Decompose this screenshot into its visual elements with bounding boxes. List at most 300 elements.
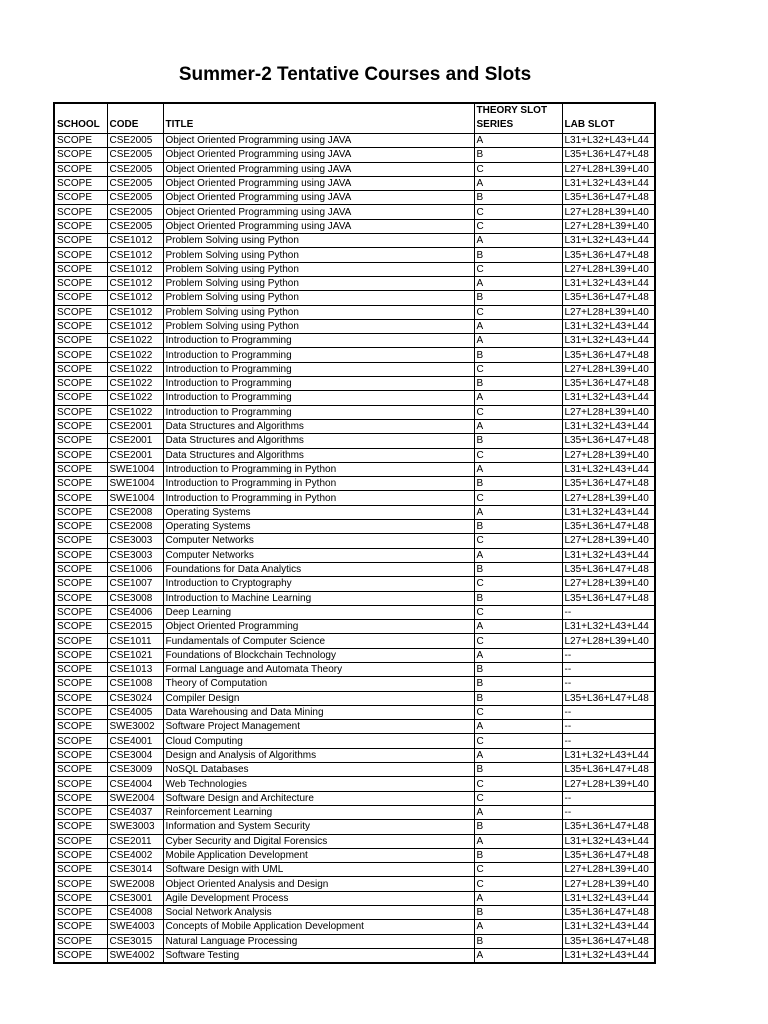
cell-theory-slot: C [474, 634, 562, 648]
cell-theory-slot: A [474, 620, 562, 634]
table-row [54, 662, 655, 676]
table-row [54, 548, 655, 562]
cell-theory-slot: B [474, 434, 562, 448]
cell-school: SCOPE [54, 391, 107, 405]
cell-lab-slot: L35+L36+L47+L48 [562, 291, 655, 305]
cell-title: Software Design with UML [163, 863, 474, 877]
cell-lab-slot: L27+L28+L39+L40 [562, 777, 655, 791]
table-row [54, 162, 655, 176]
cell-lab-slot: L27+L28+L39+L40 [562, 305, 655, 319]
cell-school: SCOPE [54, 419, 107, 433]
cell-theory-slot: B [474, 477, 562, 491]
cell-school: SCOPE [54, 848, 107, 862]
cell-title: Mobile Application Development [163, 848, 474, 862]
cell-lab-slot: L27+L28+L39+L40 [562, 162, 655, 176]
table-row [54, 505, 655, 519]
cell-title: Software Project Management [163, 720, 474, 734]
cell-school: SCOPE [54, 748, 107, 762]
cell-theory-slot: B [474, 591, 562, 605]
cell-school: SCOPE [54, 434, 107, 448]
cell-lab-slot: -- [562, 720, 655, 734]
table-row [54, 777, 655, 791]
cell-title: Computer Networks [163, 534, 474, 548]
cell-school: SCOPE [54, 662, 107, 676]
cell-theory-slot: C [474, 577, 562, 591]
cell-title: Data Structures and Algorithms [163, 434, 474, 448]
cell-lab-slot: L27+L28+L39+L40 [562, 634, 655, 648]
table-row [54, 362, 655, 376]
table-row [54, 920, 655, 934]
cell-title: Software Testing [163, 948, 474, 963]
cell-school: SCOPE [54, 820, 107, 834]
cell-school: SCOPE [54, 491, 107, 505]
cell-code: CSE4001 [107, 734, 163, 748]
cell-code: CSE3008 [107, 591, 163, 605]
cell-school: SCOPE [54, 134, 107, 148]
cell-lab-slot: L35+L36+L47+L48 [562, 906, 655, 920]
cell-title: Data Warehousing and Data Mining [163, 705, 474, 719]
cell-lab-slot: L27+L28+L39+L40 [562, 405, 655, 419]
table-row [54, 834, 655, 848]
table-row [54, 148, 655, 162]
cell-theory-slot: C [474, 162, 562, 176]
cell-lab-slot: L31+L32+L43+L44 [562, 134, 655, 148]
cell-lab-slot: L31+L32+L43+L44 [562, 548, 655, 562]
cell-code: CSE2011 [107, 834, 163, 848]
cell-code: CSE4006 [107, 605, 163, 619]
table-row [54, 705, 655, 719]
cell-school: SCOPE [54, 191, 107, 205]
cell-lab-slot: L31+L32+L43+L44 [562, 834, 655, 848]
table-row [54, 763, 655, 777]
table-row [54, 734, 655, 748]
cell-title: Design and Analysis of Algorithms [163, 748, 474, 762]
cell-title: Formal Language and Automata Theory [163, 662, 474, 676]
cell-title: Data Structures and Algorithms [163, 419, 474, 433]
cell-theory-slot: C [474, 491, 562, 505]
cell-school: SCOPE [54, 377, 107, 391]
table-row [54, 620, 655, 634]
cell-code: CSE3015 [107, 934, 163, 948]
cell-theory-slot: A [474, 920, 562, 934]
table-row [54, 906, 655, 920]
cell-school: SCOPE [54, 734, 107, 748]
cell-title: Introduction to Programming in Python [163, 462, 474, 476]
cell-theory-slot: A [474, 334, 562, 348]
cell-school: SCOPE [54, 577, 107, 591]
cell-school: SCOPE [54, 834, 107, 848]
cell-lab-slot: L35+L36+L47+L48 [562, 691, 655, 705]
cell-lab-slot: L35+L36+L47+L48 [562, 562, 655, 576]
cell-code: CSE3014 [107, 863, 163, 877]
table-row [54, 234, 655, 248]
cell-theory-slot: B [474, 677, 562, 691]
cell-title: Computer Networks [163, 548, 474, 562]
table-row [54, 434, 655, 448]
cell-title: Introduction to Programming [163, 405, 474, 419]
cell-lab-slot: -- [562, 705, 655, 719]
cell-title: Object Oriented Programming using JAVA [163, 205, 474, 219]
cell-lab-slot: L35+L36+L47+L48 [562, 377, 655, 391]
table-row [54, 805, 655, 819]
cell-theory-slot: C [474, 262, 562, 276]
cell-code: CSE1012 [107, 248, 163, 262]
table-row [54, 219, 655, 233]
cell-theory-slot: A [474, 948, 562, 963]
cell-lab-slot: L27+L28+L39+L40 [562, 262, 655, 276]
cell-school: SCOPE [54, 405, 107, 419]
cell-title: Introduction to Programming in Python [163, 477, 474, 491]
cell-lab-slot: L27+L28+L39+L40 [562, 877, 655, 891]
cell-code: SWE1004 [107, 477, 163, 491]
cell-code: CSE3003 [107, 534, 163, 548]
cell-code: SWE2008 [107, 877, 163, 891]
header-title: TITLE [163, 103, 474, 134]
cell-title: Theory of Computation [163, 677, 474, 691]
cell-title: Object Oriented Programming using JAVA [163, 134, 474, 148]
cell-school: SCOPE [54, 291, 107, 305]
table-row [54, 934, 655, 948]
cell-title: NoSQL Databases [163, 763, 474, 777]
cell-code: CSE3009 [107, 763, 163, 777]
cell-school: SCOPE [54, 505, 107, 519]
cell-school: SCOPE [54, 763, 107, 777]
cell-lab-slot: L35+L36+L47+L48 [562, 820, 655, 834]
cell-title: Agile Development Process [163, 891, 474, 905]
table-row [54, 377, 655, 391]
cell-title: Problem Solving using Python [163, 319, 474, 333]
cell-lab-slot: L27+L28+L39+L40 [562, 219, 655, 233]
table-row [54, 448, 655, 462]
cell-code: SWE3002 [107, 720, 163, 734]
table-row [54, 562, 655, 576]
cell-theory-slot: C [474, 705, 562, 719]
cell-school: SCOPE [54, 477, 107, 491]
cell-lab-slot: L31+L32+L43+L44 [562, 276, 655, 290]
cell-lab-slot: L27+L28+L39+L40 [562, 362, 655, 376]
cell-theory-slot: B [474, 848, 562, 862]
header-code: CODE [107, 103, 163, 134]
cell-code: CSE1012 [107, 305, 163, 319]
cell-title: Problem Solving using Python [163, 291, 474, 305]
cell-lab-slot: L35+L36+L47+L48 [562, 148, 655, 162]
cell-lab-slot: L35+L36+L47+L48 [562, 191, 655, 205]
table-row [54, 134, 655, 148]
cell-school: SCOPE [54, 262, 107, 276]
table-row [54, 262, 655, 276]
cell-title: Web Technologies [163, 777, 474, 791]
cell-code: SWE4002 [107, 948, 163, 963]
cell-school: SCOPE [54, 319, 107, 333]
cell-code: CSE2001 [107, 419, 163, 433]
cell-lab-slot: L35+L36+L47+L48 [562, 591, 655, 605]
cell-lab-slot: -- [562, 791, 655, 805]
cell-code: CSE2005 [107, 219, 163, 233]
cell-code: CSE1022 [107, 391, 163, 405]
cell-title: Object Oriented Programming using JAVA [163, 162, 474, 176]
cell-code: SWE3003 [107, 820, 163, 834]
cell-lab-slot: L31+L32+L43+L44 [562, 891, 655, 905]
cell-theory-slot: C [474, 777, 562, 791]
cell-school: SCOPE [54, 805, 107, 819]
table-row [54, 348, 655, 362]
cell-title: Problem Solving using Python [163, 305, 474, 319]
cell-code: CSE1021 [107, 648, 163, 662]
cell-theory-slot: C [474, 219, 562, 233]
cell-school: SCOPE [54, 148, 107, 162]
table-row [54, 863, 655, 877]
cell-theory-slot: B [474, 906, 562, 920]
table-row [54, 791, 655, 805]
cell-code: SWE1004 [107, 491, 163, 505]
cell-theory-slot: A [474, 505, 562, 519]
cell-theory-slot: B [474, 148, 562, 162]
cell-theory-slot: B [474, 291, 562, 305]
courses-table [53, 102, 656, 964]
cell-lab-slot: L31+L32+L43+L44 [562, 620, 655, 634]
table-row [54, 491, 655, 505]
cell-school: SCOPE [54, 891, 107, 905]
table-row [54, 591, 655, 605]
cell-school: SCOPE [54, 205, 107, 219]
cell-title: Information and System Security [163, 820, 474, 834]
cell-school: SCOPE [54, 691, 107, 705]
cell-lab-slot: L31+L32+L43+L44 [562, 505, 655, 519]
cell-theory-slot: A [474, 891, 562, 905]
cell-title: Introduction to Programming [163, 391, 474, 405]
cell-code: CSE1022 [107, 362, 163, 376]
cell-theory-slot: B [474, 377, 562, 391]
cell-code: CSE2005 [107, 148, 163, 162]
cell-title: Concepts of Mobile Application Development [163, 920, 474, 934]
cell-title: Object Oriented Programming using JAVA [163, 148, 474, 162]
cell-theory-slot: A [474, 234, 562, 248]
cell-school: SCOPE [54, 934, 107, 948]
cell-code: CSE1012 [107, 234, 163, 248]
cell-theory-slot: B [474, 520, 562, 534]
cell-lab-slot: L27+L28+L39+L40 [562, 491, 655, 505]
cell-code: CSE1008 [107, 677, 163, 691]
cell-title: Object Oriented Programming using JAVA [163, 191, 474, 205]
cell-lab-slot: L31+L32+L43+L44 [562, 419, 655, 433]
cell-lab-slot: L31+L32+L43+L44 [562, 920, 655, 934]
table-row [54, 648, 655, 662]
cell-title: Problem Solving using Python [163, 276, 474, 290]
cell-school: SCOPE [54, 948, 107, 963]
cell-school: SCOPE [54, 448, 107, 462]
cell-theory-slot: A [474, 391, 562, 405]
cell-lab-slot: L31+L32+L43+L44 [562, 334, 655, 348]
cell-school: SCOPE [54, 348, 107, 362]
cell-title: Problem Solving using Python [163, 248, 474, 262]
cell-school: SCOPE [54, 720, 107, 734]
table-row [54, 748, 655, 762]
cell-theory-slot: B [474, 248, 562, 262]
cell-theory-slot: A [474, 176, 562, 190]
table-row [54, 534, 655, 548]
cell-school: SCOPE [54, 791, 107, 805]
cell-theory-slot: A [474, 134, 562, 148]
cell-theory-slot: A [474, 834, 562, 848]
cell-title: Problem Solving using Python [163, 234, 474, 248]
table-row [54, 677, 655, 691]
cell-school: SCOPE [54, 634, 107, 648]
table-row [54, 248, 655, 262]
cell-theory-slot: B [474, 562, 562, 576]
cell-theory-slot: C [474, 362, 562, 376]
cell-theory-slot: C [474, 863, 562, 877]
cell-lab-slot: L27+L28+L39+L40 [562, 534, 655, 548]
cell-theory-slot: A [474, 720, 562, 734]
table-row [54, 391, 655, 405]
cell-lab-slot: -- [562, 605, 655, 619]
table-row [54, 176, 655, 190]
cell-school: SCOPE [54, 562, 107, 576]
cell-theory-slot: B [474, 691, 562, 705]
cell-title: Foundations for Data Analytics [163, 562, 474, 576]
cell-lab-slot: L27+L28+L39+L40 [562, 863, 655, 877]
cell-theory-slot: B [474, 662, 562, 676]
cell-lab-slot: -- [562, 734, 655, 748]
cell-title: Introduction to Programming [163, 377, 474, 391]
cell-lab-slot: L31+L32+L43+L44 [562, 948, 655, 963]
cell-theory-slot: A [474, 805, 562, 819]
table-row [54, 634, 655, 648]
cell-code: CSE1006 [107, 562, 163, 576]
cell-theory-slot: A [474, 548, 562, 562]
cell-title: Software Design and Architecture [163, 791, 474, 805]
cell-code: CSE1012 [107, 291, 163, 305]
table-row [54, 520, 655, 534]
cell-code: CSE3024 [107, 691, 163, 705]
table-row [54, 276, 655, 290]
cell-title: Natural Language Processing [163, 934, 474, 948]
cell-school: SCOPE [54, 305, 107, 319]
cell-title: Operating Systems [163, 505, 474, 519]
cell-lab-slot: L35+L36+L47+L48 [562, 848, 655, 862]
cell-code: CSE2005 [107, 176, 163, 190]
cell-title: Data Structures and Algorithms [163, 448, 474, 462]
cell-theory-slot: A [474, 419, 562, 433]
cell-code: CSE3003 [107, 548, 163, 562]
table-row [54, 477, 655, 491]
cell-lab-slot: L27+L28+L39+L40 [562, 448, 655, 462]
cell-school: SCOPE [54, 920, 107, 934]
table-row [54, 877, 655, 891]
cell-lab-slot: L35+L36+L47+L48 [562, 248, 655, 262]
cell-code: CSE1022 [107, 377, 163, 391]
cell-theory-slot: A [474, 462, 562, 476]
cell-title: Deep Learning [163, 605, 474, 619]
cell-code: CSE2001 [107, 434, 163, 448]
cell-school: SCOPE [54, 162, 107, 176]
cell-theory-slot: C [474, 877, 562, 891]
cell-lab-slot: L35+L36+L47+L48 [562, 434, 655, 448]
cell-school: SCOPE [54, 534, 107, 548]
cell-title: Compiler Design [163, 691, 474, 705]
table-row [54, 948, 655, 963]
cell-school: SCOPE [54, 620, 107, 634]
cell-lab-slot: -- [562, 805, 655, 819]
cell-lab-slot: -- [562, 648, 655, 662]
header-theory-slot: THEORY SLOT SERIES [474, 103, 562, 134]
cell-theory-slot: C [474, 448, 562, 462]
cell-lab-slot: L27+L28+L39+L40 [562, 205, 655, 219]
table-row [54, 191, 655, 205]
cell-lab-slot: L31+L32+L43+L44 [562, 176, 655, 190]
cell-lab-slot: L35+L36+L47+L48 [562, 934, 655, 948]
cell-theory-slot: B [474, 763, 562, 777]
table-row [54, 691, 655, 705]
cell-code: CSE2005 [107, 205, 163, 219]
cell-school: SCOPE [54, 520, 107, 534]
cell-code: CSE4008 [107, 906, 163, 920]
cell-title: Cloud Computing [163, 734, 474, 748]
cell-school: SCOPE [54, 462, 107, 476]
cell-theory-slot: C [474, 734, 562, 748]
table-row [54, 334, 655, 348]
cell-school: SCOPE [54, 234, 107, 248]
cell-code: CSE2008 [107, 505, 163, 519]
cell-lab-slot: L35+L36+L47+L48 [562, 348, 655, 362]
cell-theory-slot: C [474, 534, 562, 548]
cell-school: SCOPE [54, 863, 107, 877]
cell-title: Introduction to Programming [163, 334, 474, 348]
table-row [54, 419, 655, 433]
cell-school: SCOPE [54, 877, 107, 891]
cell-school: SCOPE [54, 777, 107, 791]
cell-title: Fundamentals of Computer Science [163, 634, 474, 648]
cell-school: SCOPE [54, 219, 107, 233]
header-lab-slot: LAB SLOT [562, 103, 655, 134]
cell-code: CSE3004 [107, 748, 163, 762]
table-row [54, 891, 655, 905]
cell-lab-slot: -- [562, 677, 655, 691]
cell-theory-slot: C [474, 405, 562, 419]
cell-title: Introduction to Cryptography [163, 577, 474, 591]
cell-theory-slot: C [474, 205, 562, 219]
table-row [54, 305, 655, 319]
cell-theory-slot: B [474, 934, 562, 948]
cell-title: Object Oriented Programming using JAVA [163, 176, 474, 190]
cell-lab-slot: L31+L32+L43+L44 [562, 748, 655, 762]
cell-title: Foundations of Blockchain Technology [163, 648, 474, 662]
cell-code: CSE2005 [107, 191, 163, 205]
cell-lab-slot: L27+L28+L39+L40 [562, 577, 655, 591]
cell-school: SCOPE [54, 176, 107, 190]
cell-school: SCOPE [54, 548, 107, 562]
cell-title: Operating Systems [163, 520, 474, 534]
cell-school: SCOPE [54, 276, 107, 290]
table-row [54, 577, 655, 591]
cell-school: SCOPE [54, 362, 107, 376]
cell-title: Reinforcement Learning [163, 805, 474, 819]
cell-title: Problem Solving using Python [163, 262, 474, 276]
cell-code: CSE4002 [107, 848, 163, 862]
table-row [54, 205, 655, 219]
cell-code: CSE1007 [107, 577, 163, 591]
cell-theory-slot: B [474, 820, 562, 834]
cell-title: Introduction to Programming [163, 348, 474, 362]
table-row [54, 820, 655, 834]
cell-code: CSE2001 [107, 448, 163, 462]
table-row [54, 720, 655, 734]
table-row [54, 848, 655, 862]
cell-code: CSE1012 [107, 319, 163, 333]
cell-code: CSE3001 [107, 891, 163, 905]
cell-code: CSE4037 [107, 805, 163, 819]
cell-lab-slot: L35+L36+L47+L48 [562, 763, 655, 777]
